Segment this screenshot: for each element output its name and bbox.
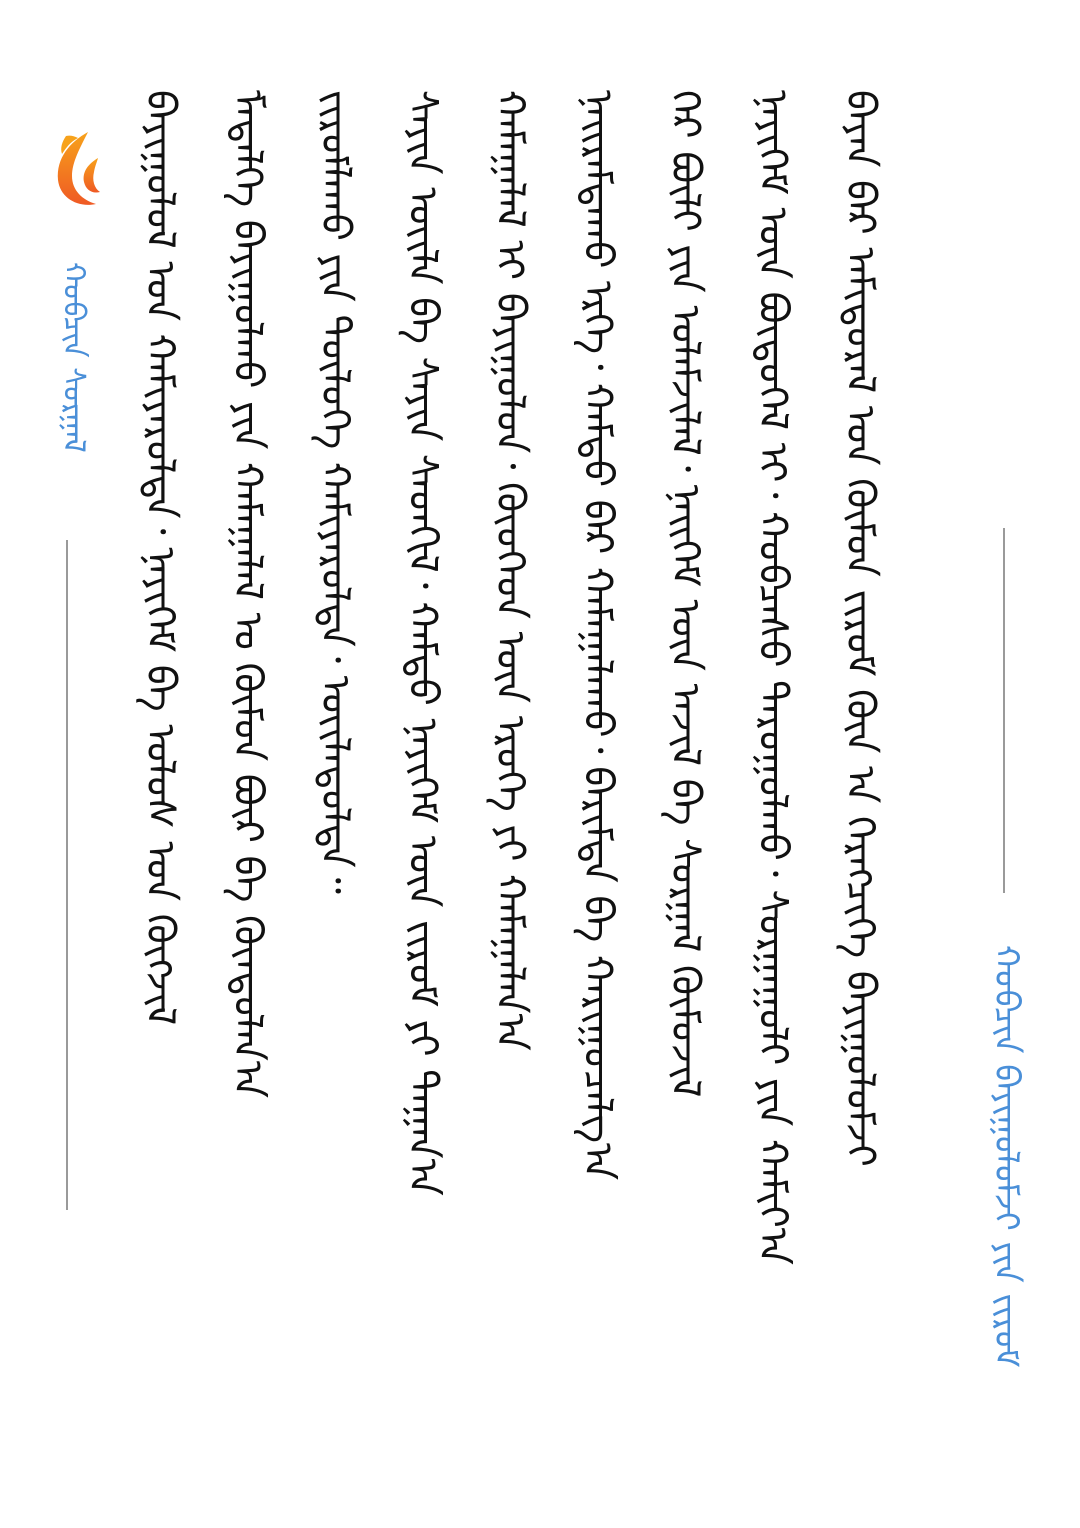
text-column-9: ᠪᠠᠶᠢᠭᠤᠯᠤᠯ ᠤᠨ ᠬᠠᠮᠢᠶᠠᠷᠤᠯᠲᠠ᠂ ᠨᠡᠶᠢᠭᠡᠮ ᠪᠠ ᠤᠯᠤᠰ ᠤᠨ ᠬᠥᠭᠵᠢᠯ	[137, 90, 183, 1026]
header-title: ᠬᠣᠪᠴᠢᠨ ᠪᠠᠶᠢᠭᠤᠯᠤᠮᠵᠢ ᠶᠢᠨ ᠵᠢᠷᠤᠮ	[986, 945, 1026, 1368]
text-column-8: ᠮᠡᠳᠡᠯᠭᠡ ᠪᠠᠶᠢᠭᠤᠯᠬᠤ ᠶᠢᠨ ᠬᠠᠮᠠᠭᠠᠯᠠᠯ ᠤ ᠬᠦᠮᠦᠨ ᠪᠦᠷ ᠪᠠ ᠬᠦᠨᠳᠦᠯᠡᠨ᠎ᠠ	[224, 90, 271, 1099]
flame-logo-icon	[48, 128, 104, 210]
text-column-5: ᠬᠠᠮᠠᠭᠠᠯᠠᠯ ᠢ ᠪᠠᠶᠢᠭᠤᠯᠤᠨ᠂ ᠬᠦᠦᠬᠡᠳ ᠦᠨ ᠡᠷᠦᠬᠡ ᠶᠢ ᠬᠠᠮᠠᠭᠠᠯᠠᠨ᠎ᠠ	[487, 90, 533, 1051]
text-column-1: ᠪᠠᠶᠠᠨ ᠪᠡᠷ ᠠᠮᠢᠳᠤᠷᠠᠯ ᠤᠨ ᠬᠦᠮᠦᠨ ᠵᠢᠷᠤᠮ ᠬᠦᠨ ᠠ ᠬᠡᠷᠡᠭᠴᠢᠭᠡ ᠪᠠᠶᠢᠭᠤᠯᠤᠮᠵᠢ	[837, 90, 883, 1167]
footer-label: ᠬᠣᠪᠴᠢᠨ ᠰᠤᠷᠭᠠᠯ	[56, 262, 91, 453]
text-column-4: ᠨᠠᠢᠷᠠᠮᠳᠠᠬᠤ ᠡᠷᠬᠡ᠂ ᠬᠠᠮᠲᠤ ᠪᠡᠷ ᠬᠠᠮᠠᠭᠠᠯᠠᠬᠤ᠂ ᠪᠠᠷᠢᠮᠲᠠ ᠪᠠ ᠬᠠᠷᠢᠭᠤᠴᠠᠯᠭ᠎ᠠ	[574, 90, 621, 1181]
header-divider	[1003, 528, 1005, 893]
body-text	[120, 90, 900, 1440]
text-column-6: ᠰᠠᠶᠢᠨ ᠦᠢᠯᠡ ᠪᠠ ᠰᠠᠶᠢᠨ ᠰᠡᠳᠬᠢᠯ᠂ ᠬᠠᠮᠲᠤ ᠨᠡᠶᠢᠭᠡᠮ ᠦᠨ ᠵᠢᠷᠤᠮ ᠶᠢ ᠳᠠᠭᠠᠨ᠎ᠠ	[399, 90, 446, 1196]
footer-divider	[66, 540, 68, 1210]
text-column-7: ᠵᠢᠷᠤᠮᠯᠠᠬᠤ ᠶᠢᠨ ᠲᠥᠯᠥᠭᠡ ᠬᠠᠮᠢᠶᠠᠷᠤᠯᠲᠠ᠂ ᠦᠢᠯᠡᠳᠦᠯᠲᠡ᠃	[312, 90, 358, 894]
text-column-2: ᠨᠡᠶᠢᠭᠡᠮ ᠦᠨ ᠪᠦᠲᠦᠭᠡᠯ ᠢ᠂ ᠬᠤᠪᠴᠠᠰᠤ ᠲᠠᠷᠤᠭᠤᠯᠬᠤ᠂ ᠰᠤᠷᠭᠠᠭᠤᠯᠢ ᠶᠢᠨ ᠬᠠᠮᠢᠶ᠎ᠠ	[749, 90, 796, 1265]
text-column-3: ᠭᠡᠷ ᠪᠦᠯᠢ ᠶᠢᠨ ᠤᠯᠠᠮᠵᠢᠯᠠᠯ᠂ ᠨᠡᠢᠭᠡᠮ ᠦᠨ ᠠᠵᠢᠯ ᠪᠠ ᠰᠤᠷᠭᠠᠯ ᠬᠦᠮᠦᠵᠢᠯ	[662, 90, 708, 1098]
